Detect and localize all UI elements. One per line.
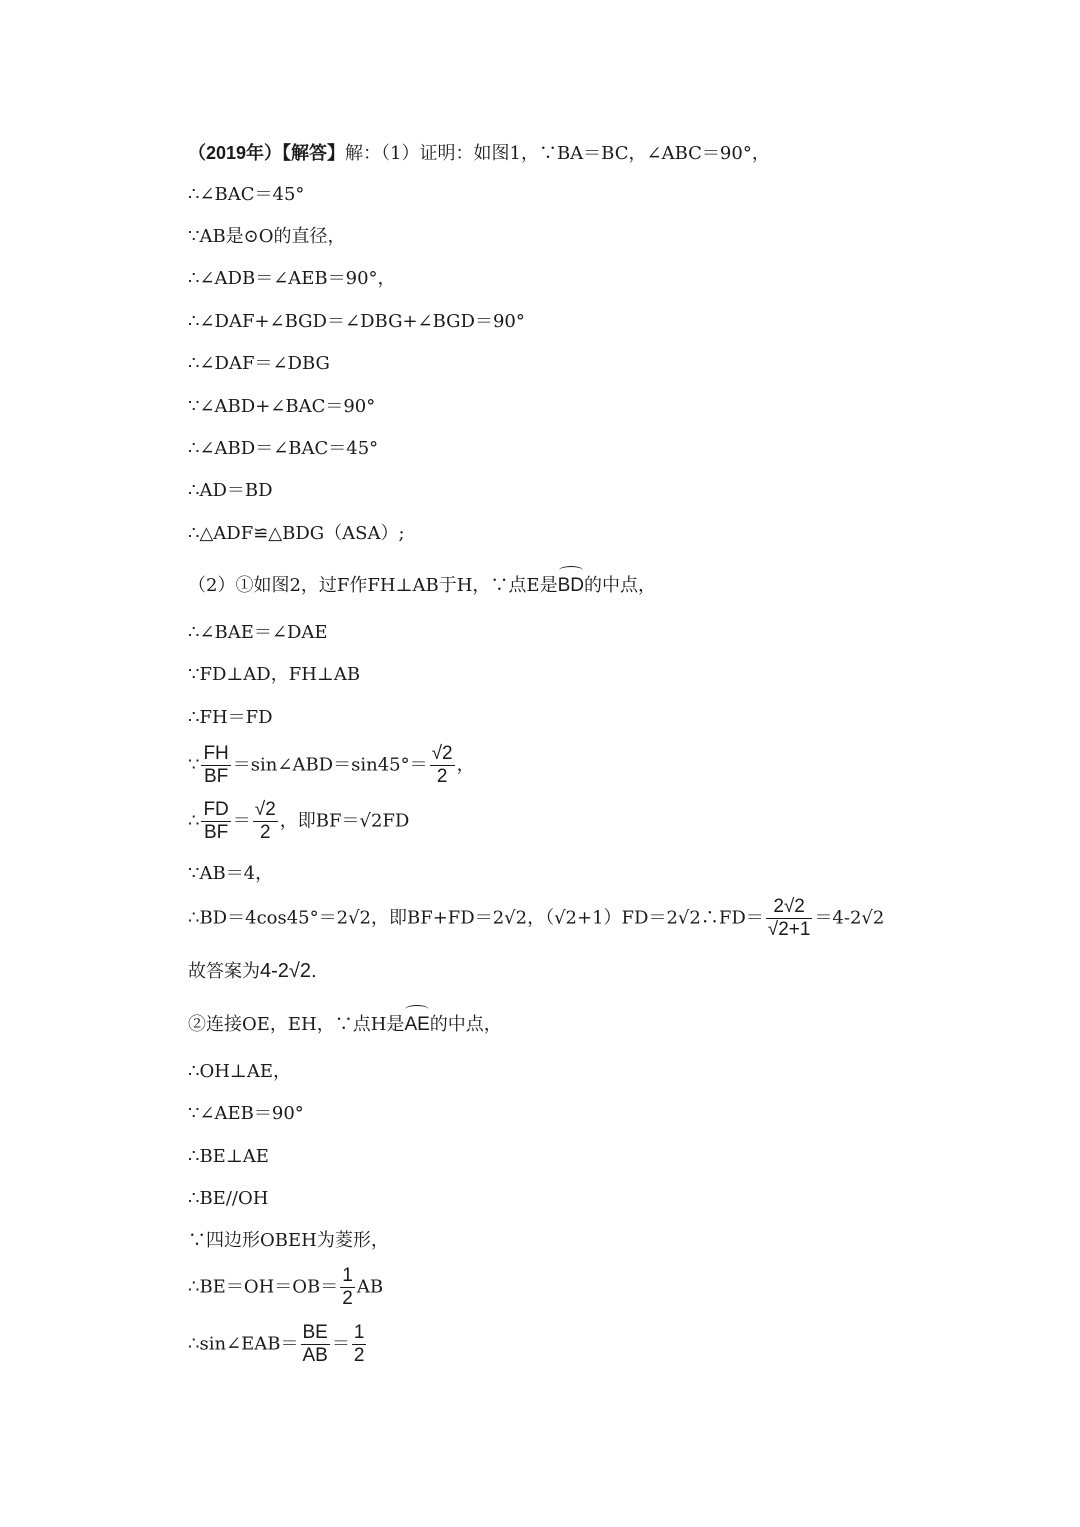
proof-step: ∴△ADF≌△BDG（ASA）; — [188, 523, 405, 544]
answer-line: 故答案为4-2√2. — [188, 960, 317, 982]
proof-step: ∴∠BAC＝45° — [188, 184, 305, 205]
proof-step: ∵AB＝4， — [188, 863, 274, 884]
fraction-root2-over-2: $\frac{√2}{2}$ — [431, 743, 453, 787]
proof-step: ∴FH＝FD — [188, 707, 273, 728]
proof-step-sine: ∵ $\frac{FH}{BF}$ ＝sin∠ABD＝sin45°＝ $\frac{√2}{2}$ ， — [188, 743, 475, 787]
proof-step: ∴BE⊥AE — [188, 1146, 269, 1167]
proof-step: ∴∠BAE＝∠DAE — [188, 622, 328, 643]
fraction-one-half: $\frac{1}{2}$ — [353, 1322, 365, 1366]
proof-step: ∴∠ADB＝∠AEB＝90°， — [188, 268, 396, 289]
proof-step: ∵∠ABD+∠BAC＝90° — [188, 396, 376, 417]
year-answer-label: （2019年）【解答】 — [188, 143, 346, 163]
arc-bd: BD — [558, 573, 584, 599]
arc-ae: AE — [404, 1012, 429, 1038]
answer-value: 4-2√2 — [260, 960, 312, 982]
proof-step: ∵∠AEB＝90° — [188, 1103, 304, 1124]
fraction-one-half: $\frac{1}{2}$ — [342, 1265, 353, 1309]
proof-step-ratio: ∴ $\frac{FD}{BF}$ ＝ $\frac{√2}{2}$ ，即BF＝√2FD — [188, 799, 410, 843]
proof-step-fd: ∴BD＝4cos45°＝2√2，即BF+FD＝2√2，（√2+1）FD＝2√2∴FD＝ $\frac{2√2}{√2+1}$ ＝4-2√2 — [188, 896, 885, 940]
proof-step: ∵AB是⊙O的直径， — [188, 226, 346, 247]
part1-intro: 解：（1）证明：如图1，∵BA＝BC，∠ABC＝90°， — [345, 143, 770, 164]
part2-intro: （2）①如图2，过F作FH⊥AB于H，∵点E是BD的中点， — [188, 573, 656, 599]
proof-step: ∴∠DAF＝∠DBG — [188, 353, 330, 374]
fraction-be-ab: $\frac{BE}{AB}$ — [302, 1322, 328, 1366]
proof-step: ∴∠ABD＝∠BAC＝45° — [188, 438, 379, 459]
fraction-fd-bf: $\frac{FD}{BF}$ — [203, 799, 229, 843]
proof-step: ∴OH⊥AE， — [188, 1061, 291, 1082]
proof-step-sin-eab: ∴sin∠EAB＝ $\frac{BE}{AB}$ ＝ $\frac{1}{2}$ — [188, 1322, 365, 1366]
part2-step2-intro: ②连接OE，EH，∵点H是AE的中点， — [188, 1012, 502, 1038]
proof-step: ∴BE//OH — [188, 1188, 269, 1209]
fraction-fd-value: $\frac{2√2}{√2+1}$ — [767, 896, 811, 940]
fraction-fh-bf: $\frac{FH}{BF}$ — [203, 743, 229, 787]
proof-step: ∴∠DAF+∠BGD＝∠DBG+∠BGD＝90° — [188, 311, 525, 332]
fraction-root2-over-2: $\frac{√2}{2}$ — [254, 799, 276, 843]
proof-step-half: ∴BE＝OH＝OB＝ $\frac{1}{2}$ AB — [188, 1265, 384, 1309]
solution-heading — [188, 140, 770, 167]
proof-step: ∵FD⊥AD，FH⊥AB — [188, 664, 361, 685]
proof-step: ∴AD＝BD — [188, 480, 273, 501]
proof-step: ∵四边形OBEH为菱形， — [188, 1230, 389, 1251]
